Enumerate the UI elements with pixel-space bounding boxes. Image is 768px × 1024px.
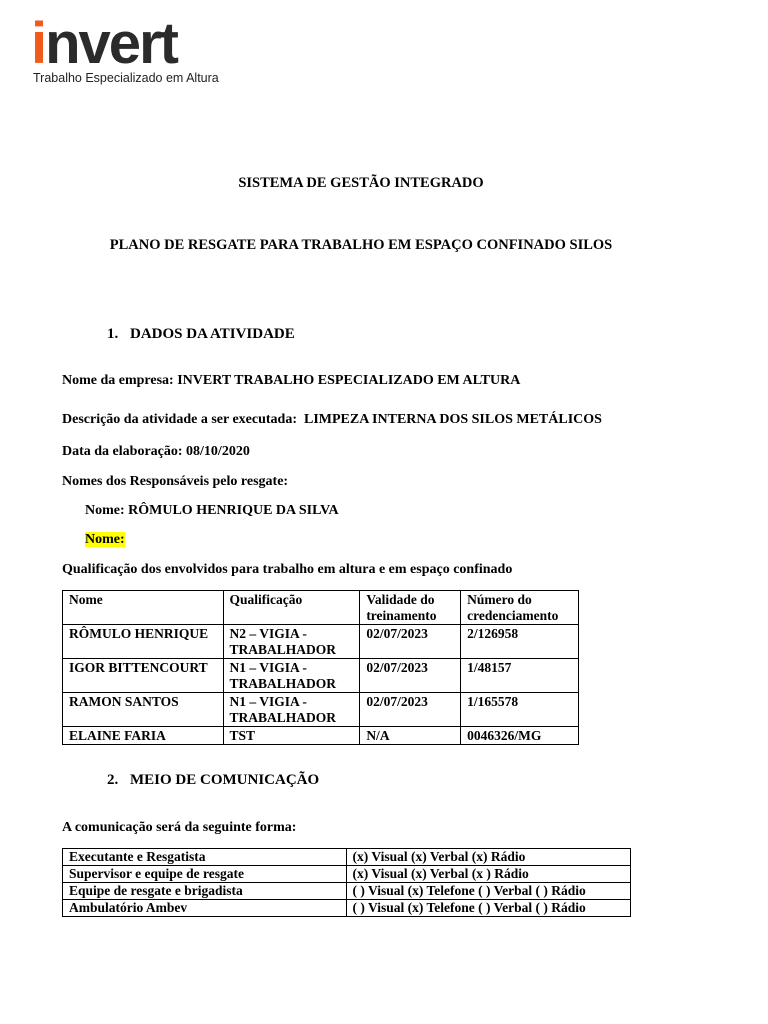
table-row [63,849,631,866]
logo-accent-letter: i [31,11,46,76]
column-header-training-validity: Validade do treinamento [360,591,461,625]
table-cell: 2/126958 [461,625,579,659]
table-cell: N2 – VIGIA - TRABALHADOR [223,625,360,659]
table-cell: N1 – VIGIA - TRABALHADOR [223,659,360,693]
table-cell: ( ) Visual (x) Telefone ( ) Verbal ( ) Rádio [346,883,630,900]
table-cell: N1 – VIGIA - TRABALHADOR [223,693,360,727]
activity-description-line [62,412,602,428]
column-header-name: Nome [63,591,224,625]
responsible-name-1: Nome: RÔMULO HENRIQUE DA SILVA [85,503,339,518]
table-cell: Equipe de resgate e brigadista [63,883,347,900]
section-1-title: DADOS DA ATIVIDADE [130,326,295,342]
activity-description-value: LIMPEZA INTERNA DOS SILOS METÁLICOS [303,412,602,427]
table-row [63,625,579,659]
column-header-qualification: Qualificação [223,591,360,625]
section-1-heading [107,326,295,343]
table-row [63,693,579,727]
table-cell: ELAINE FARIA [63,727,224,745]
table-row [63,883,631,900]
section-1-number: 1. [107,326,119,342]
table-cell: ( ) Visual (x) Telefone ( ) Verbal ( ) Rádio [346,900,630,917]
table-cell: 02/07/2023 [360,625,461,659]
qualification-label: Qualificação dos envolvidos para trabalho em altura e em espaço confinado [62,562,513,577]
table-row [63,659,579,693]
logo-wordmark [31,11,177,76]
table-cell: N/A [360,727,461,745]
section-2-number: 2. [107,772,119,788]
company-logo [31,11,231,90]
table-cell: 1/165578 [461,693,579,727]
table-cell: Executante e Resgatista [63,849,347,866]
table-cell: RÔMULO HENRIQUE [63,625,224,659]
document-subtitle: PLANO DE RESGATE PARA TRABALHO EM ESPAÇO CONFINADO SILOS [109,237,613,253]
table-cell: (x) Visual (x) Verbal (x ) Rádio [346,866,630,883]
table-cell: TST [223,727,360,745]
table-cell: IGOR BITTENCOURT [63,659,224,693]
document-title: SISTEMA DE GESTÃO INTEGRADO [238,175,484,191]
table-cell: (x) Visual (x) Verbal (x) Rádio [346,849,630,866]
company-name-line: Nome da empresa: INVERT TRABALHO ESPECIALIZADO EM ALTURA [62,373,521,388]
table-row [63,900,631,917]
responsibles-label: Nomes dos Responsáveis pelo resgate: [62,474,289,489]
activity-description-label: Descrição da atividade a ser executada: [62,412,297,427]
communication-intro: A comunicação será da seguinte forma: [62,820,297,835]
table-cell: Ambulatório Ambev [63,900,347,917]
table-cell: 02/07/2023 [360,693,461,727]
table-cell: Supervisor e equipe de resgate [63,866,347,883]
elaboration-date-line: Data da elaboração: 08/10/2020 [62,444,250,459]
column-header-credential-number: Número do credenciamento [461,591,579,625]
table-row [63,727,579,745]
highlighted-empty-name-label: Nome: [85,532,125,547]
table-cell: RAMON SANTOS [63,693,224,727]
qualification-table-header-row [63,591,579,625]
table-row [63,866,631,883]
table-cell: 1/48157 [461,659,579,693]
communication-table [62,848,631,917]
logo-word-rest: nvert [45,11,177,76]
responsible-name-2 [85,532,125,548]
table-cell: 02/07/2023 [360,659,461,693]
qualification-table [62,590,579,745]
section-2-heading [107,772,319,789]
section-2-title: MEIO DE COMUNICAÇÃO [130,772,320,788]
logo-tagline: Trabalho Especializado em Altura [33,71,219,85]
table-cell: 0046326/MG [461,727,579,745]
